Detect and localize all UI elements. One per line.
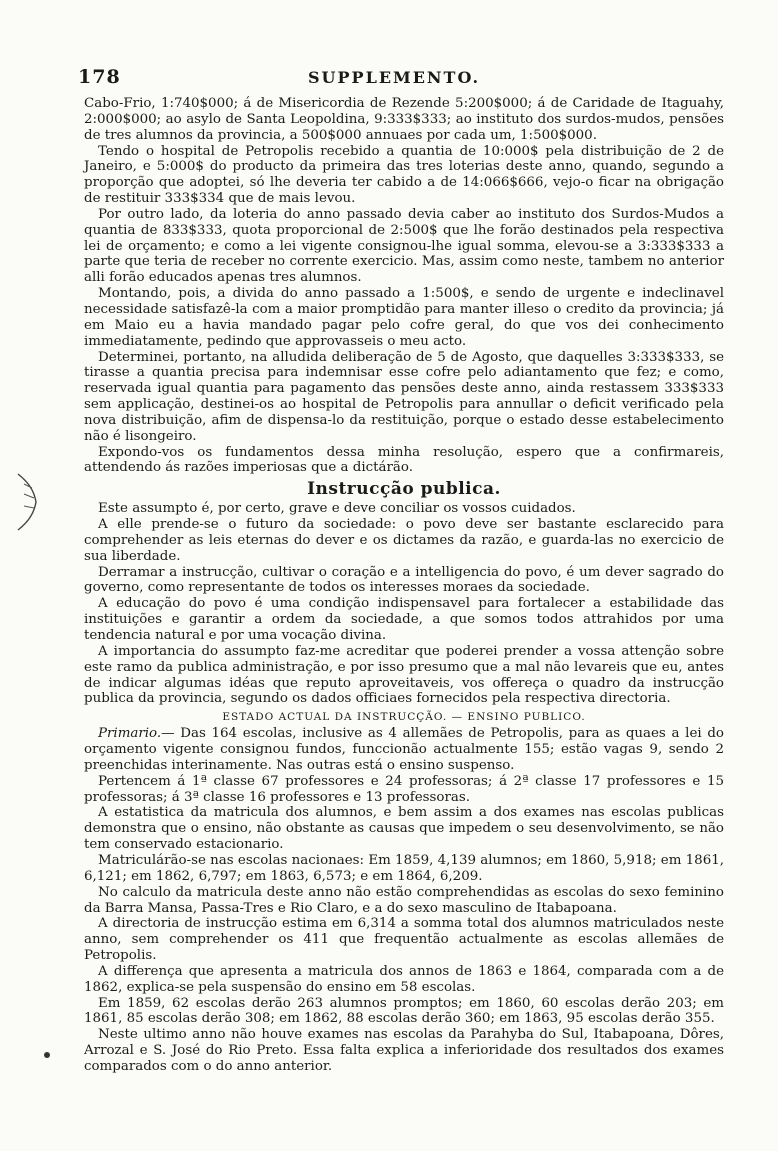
subsection-heading: ESTADO ACTUAL DA INSTRUCÇÃO. — ENSINO PUBLICO. [222, 711, 586, 724]
page-header [78, 66, 718, 88]
paragraph: Neste ultimo anno não houve exames nas escolas da Parahyba do Sul, Itabapoana, Dôres, Arrozal e S. José do Rio Preto. Essa falta explica a inferioridade dos resultados dos exames comparados com o do anno anterior. [84, 1027, 724, 1074]
paragraph: A importancia do assumpto faz-me acreditar que poderei prender a vossa attenção sobre este ramo da publica administração, e por isso presumo que a mal não levareis que eu, antes de indicar algumas idéas que reputo aproveitaveis, vos offereça o quadro da instrucção publica da provincia, segundo os dados officiaes fornecidos pela respectiva directoria. [84, 643, 724, 707]
section-heading: Instrucção publica. [307, 479, 501, 500]
paragraph: A elle prende-se o futuro da sociedade: o povo deve ser bastante esclarecido para comprehender as leis eternas do dever e os dictames da razão, e guarda-las no exercicio de sua liberdade. [84, 517, 724, 564]
paragraph: Derramar a instrucção, cultivar o coração e a intelligencia do povo, é um dever sagrado do governo, como representante de todos os interesses moraes da sociedade. [84, 564, 724, 596]
paragraph: Por outro lado, da loteria do anno passado devia caber ao instituto dos Surdos-Mudos a quantia de 833$333, quota proporcional de 2:500$ que lhe forão destinados pela respectiva lei de orçamento; e como a lei vigente consignou-lhe igual somma, elevou-se a 3:333$333 a parte que teria de receber no corrente exercicio. Mas, assim como neste, tambem no anterior alli forão educados apenas tres alumnos. [84, 206, 724, 286]
primario-text: — Das 164 escolas, inclusive as 4 allemães de Petropolis, para as quaes a lei do orçamento vigente consignou fundos, funccionão actualmente 155; estão vagas 9, sendo 2 preenchidas interinamente. Nas outras está o ensino suspenso. [84, 726, 724, 773]
paragraph: Em 1859, 62 escolas derão 263 alumnos promptos; em 1860, 60 escolas derão 203; em 1861, 85 escolas derão 308; em 1862, 88 escolas derão 360; em 1863, 95 escolas derão 355. [84, 995, 724, 1027]
paragraph: Expondo-vos os fundamentos dessa minha resolução, espero que a confirmareis, attendendo ás razões imperiosas que a dictárão. [84, 444, 724, 476]
paragraph: A directoria de instrucção estima em 6,314 a somma total dos alumnos matriculados neste anno, sem comprehender os 411 que frequentão actualmente as escolas allemães de Petropolis. [84, 916, 724, 964]
paragraph: Montando, pois, a divida do anno passado a 1:500$, e sendo de urgente e indeclinavel necessidade satisfazê-la com a maior promptidão para manter illeso o credito da provincia; já em Maio eu a havia mandado pagar pelo cofre geral, do que vos dei conhecimento immediatamente, pedindo que approvasseis o meu acto. [84, 286, 724, 349]
page-number: 178 [78, 66, 121, 88]
paragraph: Tendo o hospital de Petropolis recebido a quantia de 10:000$ pela distribuição de 2 de Janeiro, e 5:000$ do producto da primeira das tres loterias deste anno, quando, segundo a proporção que adoptei, só lhe deveria ter cabido a de 14:066$666, vejo-o ficar na obrigação de restituir 333$334 que de mais levou. [84, 143, 724, 207]
paragraph: Cabo-Frio, 1:740$000; á de Misericordia de Rezende 5:200$000; á de Caridade de Itaguahy, 2:000$000; ao asylo de Santa Leopoldina, 9:333$333; ao instituto dos surdos-mudos, pensões de tres alumnos da provincia, a 500$000 annuaes por cada um, 1:500$000. [84, 96, 724, 143]
margin-dot-mark [44, 1052, 50, 1058]
paragraph: Determinei, portanto, na alludida deliberação de 5 de Agosto, que daquelles 3:333$333, se tirasse a quantia precisa para indemnisar esse cofre pelo adiantamento que fez; e como, reservada igual quantia para pagamento das pensões deste anno, ainda restassem 333$333 sem applicação, destinei-os ao hospital de Petropolis para annullar o deficit verificado pela nova distribuição, afim de dispensa-lo da restituição, porque o estado desse estabelecimento não é lisongeiro. [84, 349, 724, 444]
body-text [84, 96, 724, 1075]
paragraph: Pertencem á 1ª classe 67 professores e 24 professoras; á 2ª classe 17 professores e 15 professoras; á 3ª classe 16 professores e 13 professoras. [84, 773, 724, 805]
paragraph: A estatistica da matricula dos alumnos, e bem assim a dos exames nas escolas publicas demonstra que o ensino, não obstante as causas que impedem o seu desenvolvimento, se não tem conservado estacionario. [84, 805, 724, 853]
paragraph-primario [84, 726, 724, 774]
paragraph: A educação do povo é uma condição indispensavel para fortalecer a estabilidade das instituições e garantir a ordem da sociedade, a que somos todos attrahidos por uma tendencia natural e por uma vocação divina. [84, 596, 724, 643]
margin-bracket-mark [14, 472, 40, 532]
paragraph: A differença que apresenta a matricula dos annos de 1863 e 1864, comparada com a de 1862, explica-se pela suspensão do ensino em 58 escolas. [84, 963, 724, 995]
primario-label: Primario. [98, 726, 162, 742]
paragraph: No calculo da matricula deste anno não estão comprehendidas as escolas do sexo feminino da Barra Mansa, Passa-Tres e Rio Claro, e a do sexo masculino de Itabapoana. [84, 884, 724, 916]
paragraph: Matriculárão-se nas escolas nacionaes: Em 1859, 4,139 alumnos; em 1860, 5,918; em 1861, 6,121; em 1862, 6,797; em 1863, 6,573; e em 1864, 6,209. [84, 852, 724, 884]
running-title: SUPPLEMENTO. [308, 68, 481, 87]
paragraph: Este assumpto é, por certo, grave e deve conciliar os vossos cuidados. [98, 501, 576, 517]
